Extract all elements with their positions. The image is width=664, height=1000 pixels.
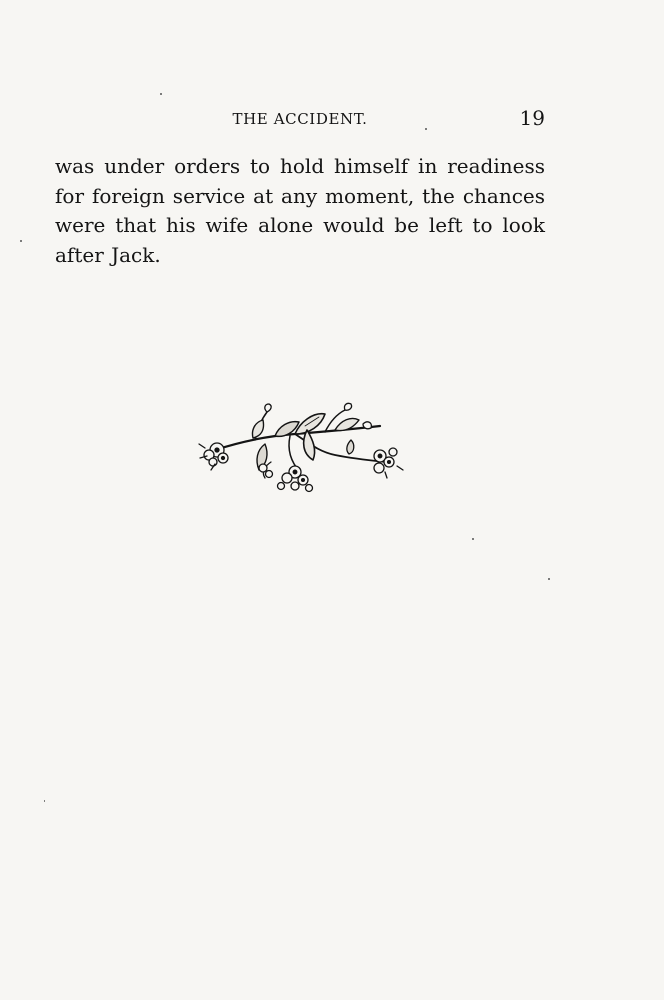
floral-vignette-icon bbox=[195, 400, 410, 500]
text-line: for foreign service at any moment, the chances bbox=[55, 183, 545, 208]
scan-speck bbox=[44, 800, 45, 802]
running-head bbox=[55, 104, 545, 134]
body-paragraph bbox=[55, 152, 545, 270]
scan-speck bbox=[425, 128, 427, 130]
text-line: were that his wife alone would be left to look bbox=[55, 213, 545, 237]
scan-speck bbox=[20, 240, 22, 242]
scan-speck bbox=[548, 578, 550, 580]
page-number: 19 bbox=[519, 106, 545, 130]
text-line: after Jack. bbox=[55, 242, 161, 267]
running-title: THE ACCIDENT. bbox=[232, 110, 368, 128]
scan-speck bbox=[472, 538, 474, 540]
text-line: was under orders to hold himself in readiness bbox=[55, 154, 545, 178]
scan-speck bbox=[160, 93, 162, 95]
